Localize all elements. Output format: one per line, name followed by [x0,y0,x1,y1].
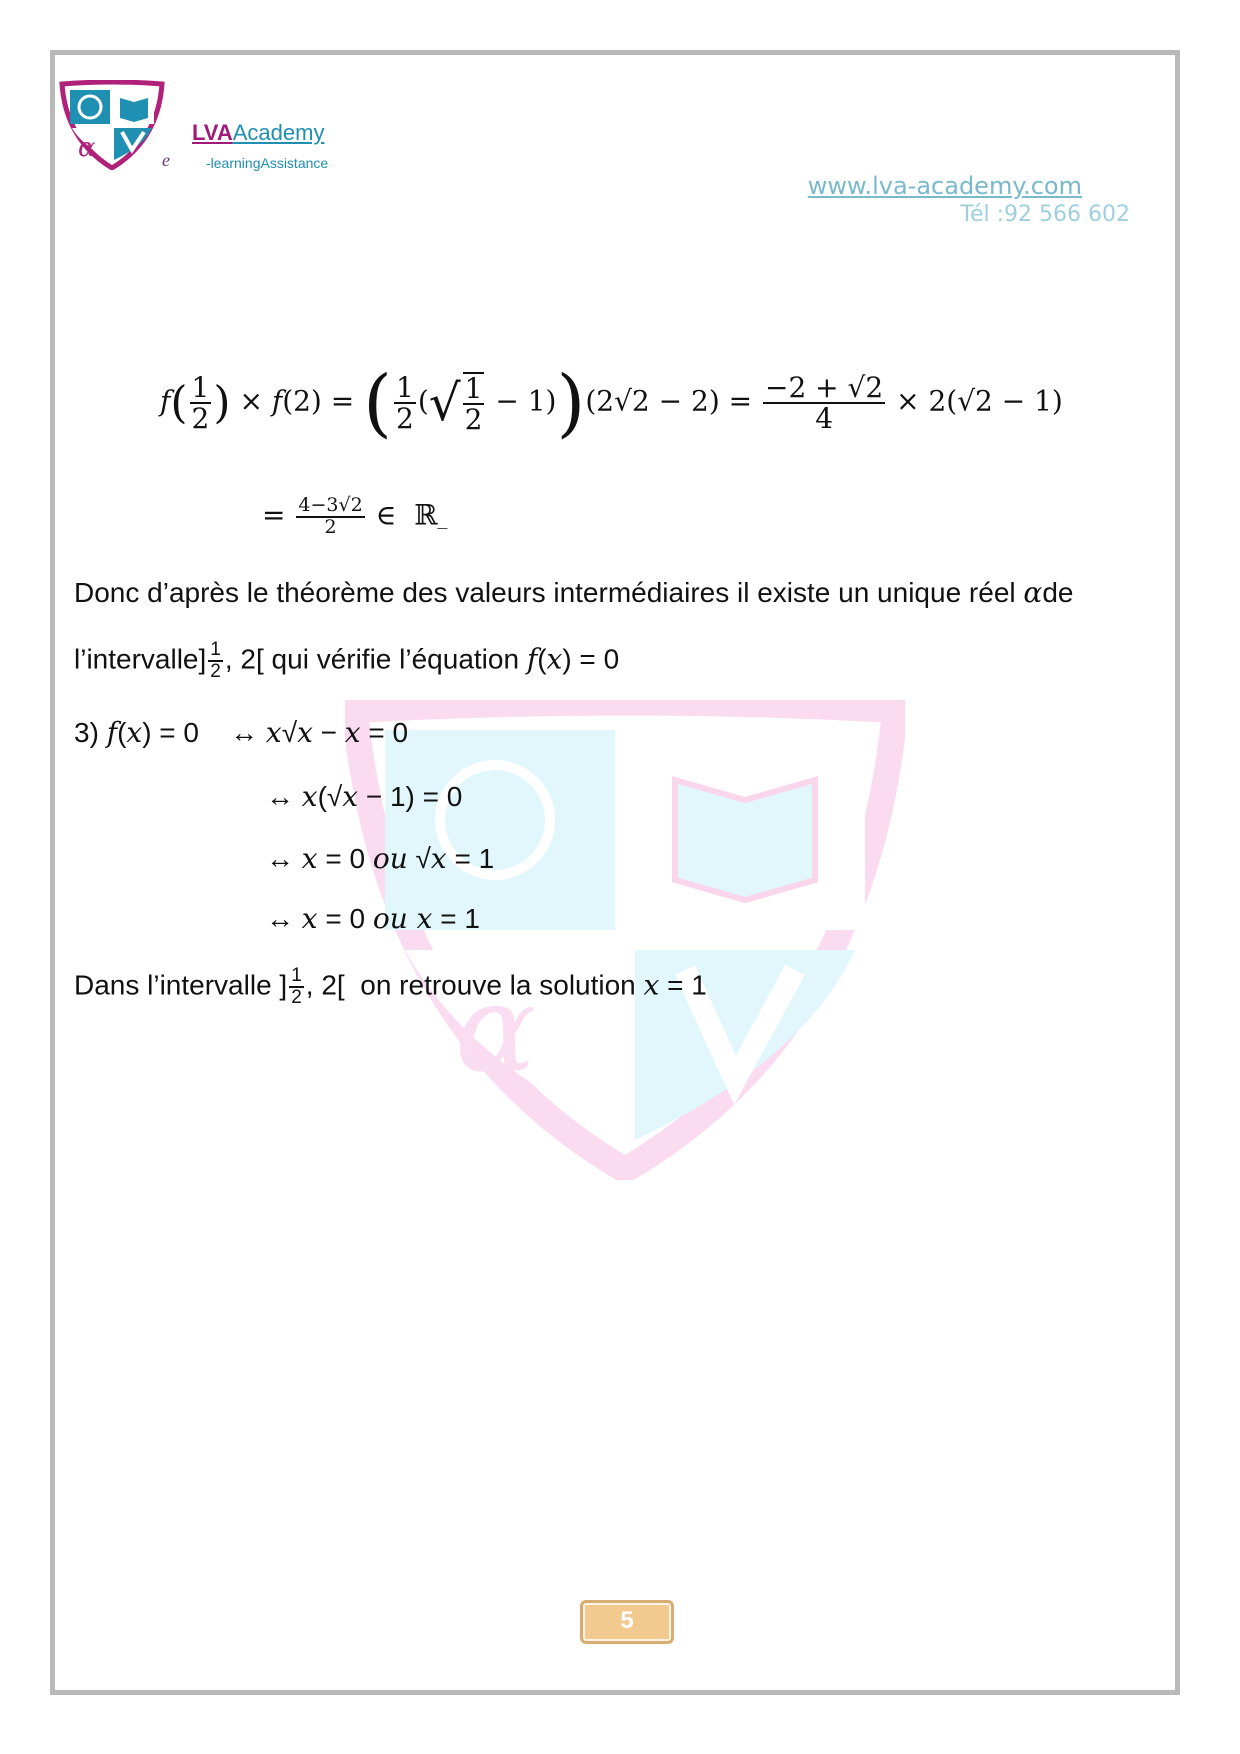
brand-name [192,120,324,146]
step-3-line-1: 3) f(x) = 0 ↔ x√x − x = 0 [74,716,409,749]
paragraph-conclusion: Dans l’intervalle ] $\frac{1}{2}$ , 2[ on retrouve la solution x = 1 [74,965,707,1008]
svg-text:α: α [78,133,96,163]
brand-subtitle: -learningAssistance [206,155,329,171]
equation-main: f( $\frac{1}{2}$ ) × f(2) = ( $\frac{1}{2}$ (√ $\frac{1}{2}$ − 1))(2√2 − 2) = $\frac{-2 + √2}{4}$ × 2(√2 − 1) [160,360,1063,446]
page-number: 5 [580,1600,674,1644]
paragraph-theorem: Donc d’après le théorème des valeurs intermédiaires il existe un unique réel αde [74,576,1074,609]
svg-text:α: α [455,960,537,1099]
watermark-shield-logo [345,700,905,1180]
step-3-line-3: ↔ x = 0 ou √x = 1 [266,842,495,875]
brand-e-letter: e [162,150,170,170]
step-3-line-4: ↔ x = 0 ou x = 1 [266,902,480,935]
step-3-label: 3) [74,717,99,748]
phone-number: Tél :92 566 602 [960,202,1130,227]
equation-result: = $\frac{4-3√2}{2}$ ∈ ℝ_ [262,494,448,538]
lva-academy-logo [58,80,166,170]
brand-lva: LVA [192,120,233,145]
step-3-line-2: ↔ x(√x − 1) = 0 [266,780,463,813]
paragraph-interval: l’intervalle] $\frac{1}{2}$ , 2[ qui vérifie l’équation f(x) = 0 [74,639,620,682]
website-link[interactable]: www.lva-academy.com [807,172,1082,200]
brand-academy: Academy [232,120,325,145]
